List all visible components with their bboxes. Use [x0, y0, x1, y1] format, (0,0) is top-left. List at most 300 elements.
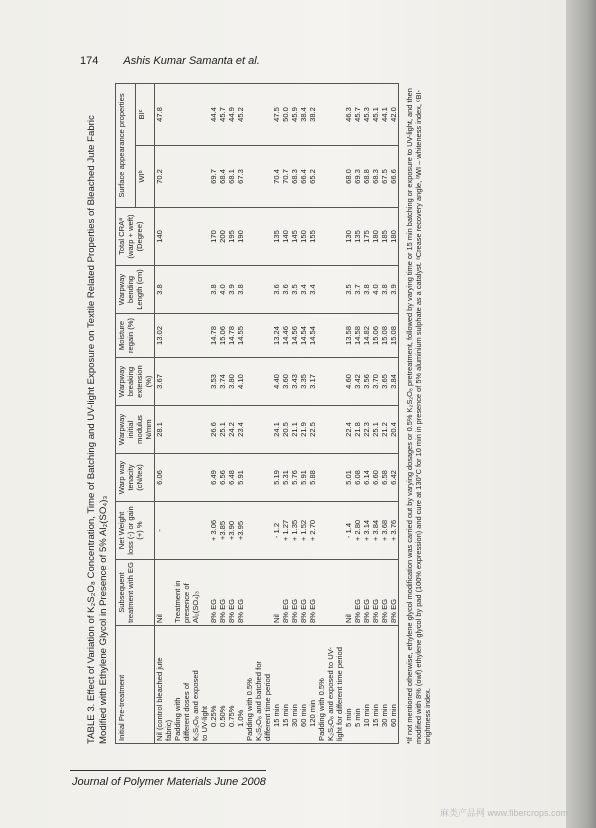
cell-sub: [164, 560, 173, 626]
cell-mod: 22.5: [308, 406, 317, 454]
cell-ten: [245, 454, 254, 502]
cell-sub: 8% EG: [281, 560, 290, 626]
table-row: [236, 84, 245, 744]
cell-wi: 68.4: [218, 146, 227, 208]
cell-bi: 45.7: [353, 84, 362, 146]
cell-wt: +3.95: [236, 502, 245, 560]
cell-reg: 15.06: [218, 314, 227, 358]
cell-bend: 3.4: [299, 266, 308, 314]
cell-cra: 180: [389, 208, 399, 266]
cell-reg: [254, 314, 263, 358]
cell-sub: 8% EG: [218, 560, 227, 626]
cell-sub: Nil: [344, 560, 353, 626]
cell-wt: [317, 502, 326, 560]
cell-wt: [173, 502, 182, 560]
cell-wi: 65.2: [308, 146, 317, 208]
cell-ext: [335, 358, 344, 406]
cell-cra: [164, 208, 173, 266]
cell-mod: 20.5: [281, 406, 290, 454]
cell-ext: 3.35: [299, 358, 308, 406]
cell-ext: 3.60: [281, 358, 290, 406]
cell-reg: [200, 314, 209, 358]
table-row: [335, 84, 344, 744]
cell-bi: [164, 84, 173, 146]
cell-ten: 5.31: [281, 454, 290, 502]
cell-pretreatment: 30 min: [290, 626, 299, 744]
cell-bi: [182, 84, 191, 146]
cell-cra: [335, 208, 344, 266]
cell-bi: 45.2: [236, 84, 245, 146]
cell-cra: 155: [308, 208, 317, 266]
table-row: [308, 84, 317, 744]
cell-wi: 68.1: [227, 146, 236, 208]
cell-ext: [326, 358, 335, 406]
cell-bend: 4.0: [371, 266, 380, 314]
cell-mod: 23.4: [236, 406, 245, 454]
cell-mod: 25.1: [371, 406, 380, 454]
header-regain: Moisture regain (%): [116, 314, 155, 358]
cell-mod: 21.2: [380, 406, 389, 454]
cell-ext: 4.10: [236, 358, 245, 406]
cell-cra: [254, 208, 263, 266]
cell-mod: 21.1: [290, 406, 299, 454]
cell-cra: [317, 208, 326, 266]
table-row: [200, 84, 209, 744]
cell-reg: [164, 314, 173, 358]
cell-bend: 3.6: [281, 266, 290, 314]
cell-cra: 200: [218, 208, 227, 266]
cell-reg: 13.58: [344, 314, 353, 358]
cell-sub: [317, 560, 326, 626]
cell-mod: 24.2: [227, 406, 236, 454]
cell-wi: 70.2: [155, 146, 165, 208]
table-footnote: *If not mentioned otherwise, ethylene glycol modification was carried out by varying dosages or 0.5% K₂S₂O₈ pretreatment, followed by varying time or 15 min batching or exposure to UV-light, and then modified with 8% (owf) ethylene glycol by pad (100% expression) and cure at 130°C for 10 min in presence of 5% aluminium sulphate as a catalyst. ᵃCrease recovery angle, ᵇWI – whiteness index, ᶜBI-brightness index.: [405, 88, 432, 744]
cell-wi: 68.0: [344, 146, 353, 208]
cell-bend: [173, 266, 182, 314]
cell-mod: [191, 406, 200, 454]
cell-bi: [191, 84, 200, 146]
cell-wi: 66.6: [389, 146, 399, 208]
cell-ten: [317, 454, 326, 502]
cell-sub: 8% EG: [380, 560, 389, 626]
cell-pretreatment: 10 min: [362, 626, 371, 744]
table-caption: TABLE 3. Effect of Variation of K₂S₂O₈ Concentration, Time of Batching and UV-light Exposure on Textile Related Properties of Bleached Jute Fabric Modified with Ethylene Glycol in Presence of 5% Al₂(SO₄)₃: [86, 115, 109, 744]
page-number: 174: [80, 55, 99, 67]
cell-ext: [200, 358, 209, 406]
cell-pretreatment: 5 min: [353, 626, 362, 744]
cell-ten: 6.06: [155, 454, 165, 502]
cell-ten: [326, 454, 335, 502]
site-watermark: 麻类产品网 www.fibercrops.com: [440, 808, 569, 818]
cell-bi: [254, 84, 263, 146]
cell-bi: 46.3: [344, 84, 353, 146]
cell-wt: [335, 502, 344, 560]
cell-ext: 3.67: [155, 358, 165, 406]
cell-pretreatment: light for different time period: [335, 626, 344, 744]
cell-mod: [263, 406, 272, 454]
cell-bend: [191, 266, 200, 314]
cell-wt: [326, 502, 335, 560]
cell-wi: 70.7: [281, 146, 290, 208]
cell-bend: [200, 266, 209, 314]
table-row: [191, 84, 200, 744]
cell-ten: 6.48: [227, 454, 236, 502]
cell-wi: [326, 146, 335, 208]
cell-mod: [335, 406, 344, 454]
cell-wt: [263, 502, 272, 560]
cell-wt: +3.85: [218, 502, 227, 560]
cell-wt: - 1.4: [344, 502, 353, 560]
cell-sub: 8% EG: [227, 560, 236, 626]
cell-ten: 6.58: [380, 454, 389, 502]
cell-ten: [173, 454, 182, 502]
cell-mod: [200, 406, 209, 454]
cell-wt: [254, 502, 263, 560]
cell-bi: [245, 84, 254, 146]
cell-wt: [164, 502, 173, 560]
cell-reg: 13.02: [155, 314, 165, 358]
cell-mod: 25.1: [218, 406, 227, 454]
cell-ten: 5.01: [344, 454, 353, 502]
cell-ten: [182, 454, 191, 502]
cell-ten: [335, 454, 344, 502]
cell-reg: 14.78: [209, 314, 218, 358]
cell-mod: [164, 406, 173, 454]
table-row: [371, 84, 380, 744]
cell-pretreatment: fabric): [164, 626, 173, 744]
cell-pretreatment: 0.50%: [218, 626, 227, 744]
cell-mod: 20.4: [389, 406, 399, 454]
table-row: [380, 84, 389, 744]
table-row: [344, 84, 353, 744]
cell-bi: [317, 84, 326, 146]
cell-cra: [263, 208, 272, 266]
cell-pretreatment: 60 min: [389, 626, 399, 744]
cell-bi: [263, 84, 272, 146]
cell-reg: 14.82: [362, 314, 371, 358]
cell-sub: presence of: [182, 560, 191, 626]
cell-cra: 195: [227, 208, 236, 266]
cell-cra: [326, 208, 335, 266]
cell-cra: [200, 208, 209, 266]
cell-reg: 14.54: [299, 314, 308, 358]
cell-cra: [245, 208, 254, 266]
cell-sub: 8% EG: [290, 560, 299, 626]
cell-bi: 45.7: [218, 84, 227, 146]
cell-reg: 14.46: [281, 314, 290, 358]
cell-pretreatment: 30 min: [380, 626, 389, 744]
cell-wi: 69.7: [209, 146, 218, 208]
cell-reg: [326, 314, 335, 358]
cell-sub: 8% EG: [371, 560, 380, 626]
table-row: [353, 84, 362, 744]
cell-ext: [191, 358, 200, 406]
cell-wt: +3.90: [227, 502, 236, 560]
cell-wi: [317, 146, 326, 208]
cell-cra: 180: [371, 208, 380, 266]
cell-ext: 3.65: [380, 358, 389, 406]
cell-wt: [200, 502, 209, 560]
header-weight: Net Weight loss (-) or gain (+) %: [116, 502, 155, 560]
table-row: [290, 84, 299, 744]
cell-wi: [173, 146, 182, 208]
cell-bend: 3.5: [290, 266, 299, 314]
cell-ten: 6.60: [371, 454, 380, 502]
cell-mod: [182, 406, 191, 454]
cell-bend: [164, 266, 173, 314]
cell-wt: + 3.84: [371, 502, 380, 560]
cell-sub: [335, 560, 344, 626]
cell-reg: 13.24: [272, 314, 281, 358]
cell-ext: 3.17: [308, 358, 317, 406]
table-row: [317, 84, 326, 744]
table-row: [209, 84, 218, 744]
cell-ext: 3.80: [227, 358, 236, 406]
cell-mod: 21.8: [353, 406, 362, 454]
cell-pretreatment: different doses of: [182, 626, 191, 744]
cell-bend: 3.9: [389, 266, 399, 314]
cell-reg: [191, 314, 200, 358]
cell-cra: 140: [281, 208, 290, 266]
cell-reg: 14.55: [236, 314, 245, 358]
cell-cra: [173, 208, 182, 266]
cell-ext: 3.70: [371, 358, 380, 406]
cell-bend: 3.8: [236, 266, 245, 314]
cell-sub: 8% EG: [299, 560, 308, 626]
cell-reg: [263, 314, 272, 358]
cell-wi: [182, 146, 191, 208]
header-tenacity: Warp way tenacity (cN/tex): [116, 454, 155, 502]
cell-sub: [200, 560, 209, 626]
table-row: [299, 84, 308, 744]
header-wi: WIᵇ: [135, 146, 155, 208]
cell-bi: 44.1: [380, 84, 389, 146]
cell-mod: 26.6: [209, 406, 218, 454]
cell-bi: [200, 84, 209, 146]
cell-wi: 70.4: [272, 146, 281, 208]
cell-ext: [164, 358, 173, 406]
cell-pretreatment: 120 min: [308, 626, 317, 744]
cell-pretreatment: K₂S₂O₈ and exposed to UV-: [326, 626, 335, 744]
cell-reg: 15.08: [389, 314, 399, 358]
cell-sub: Nil: [272, 560, 281, 626]
cell-wi: [263, 146, 272, 208]
cell-pretreatment: Padding with 0.5%: [245, 626, 254, 744]
cell-ten: [200, 454, 209, 502]
cell-pretreatment: Nil (control bleached jute: [155, 626, 165, 744]
running-header: [80, 55, 260, 67]
cell-sub: 8% EG: [308, 560, 317, 626]
cell-wt: [182, 502, 191, 560]
cell-reg: 14.54: [308, 314, 317, 358]
cell-ten: 6.49: [209, 454, 218, 502]
cell-wi: 67.3: [236, 146, 245, 208]
cell-ext: 4.40: [272, 358, 281, 406]
cell-mod: 22.4: [344, 406, 353, 454]
cell-bend: 3.8: [209, 266, 218, 314]
cell-pretreatment: 15 min: [281, 626, 290, 744]
properties-table: [115, 83, 399, 744]
cell-ext: 3.42: [353, 358, 362, 406]
cell-ext: 3.56: [362, 358, 371, 406]
cell-bi: 44.4: [209, 84, 218, 146]
cell-ext: [245, 358, 254, 406]
cell-sub: [245, 560, 254, 626]
cell-wi: 66.4: [299, 146, 308, 208]
cell-bend: [245, 266, 254, 314]
cell-sub: 8% EG: [236, 560, 245, 626]
cell-mod: 24.1: [272, 406, 281, 454]
cell-ten: [191, 454, 200, 502]
header-bending: Warpway bending Length (cm): [116, 266, 155, 314]
cell-wi: 68.3: [290, 146, 299, 208]
cell-wt: [245, 502, 254, 560]
cell-pretreatment: K₂S₂O₈ and exposed: [191, 626, 200, 744]
cell-reg: 14.56: [290, 314, 299, 358]
cell-reg: [182, 314, 191, 358]
cell-ten: 5.88: [308, 454, 317, 502]
cell-mod: 28.1: [155, 406, 165, 454]
cell-ten: [263, 454, 272, 502]
cell-bi: 50.0: [281, 84, 290, 146]
cell-sub: 8% EG: [389, 560, 399, 626]
cell-ext: 3.43: [290, 358, 299, 406]
table-row: [245, 84, 254, 744]
cell-bend: 3.4: [308, 266, 317, 314]
table-row: [389, 84, 399, 744]
table-row: [173, 84, 182, 744]
cell-bi: 44.9: [227, 84, 236, 146]
cell-cra: 190: [236, 208, 245, 266]
cell-cra: 135: [272, 208, 281, 266]
cell-ten: 5.91: [236, 454, 245, 502]
cell-bi: 45.3: [362, 84, 371, 146]
table-row: [326, 84, 335, 744]
cell-wi: 68.3: [371, 146, 380, 208]
cell-sub: Al₂(SO₄)₃: [191, 560, 200, 626]
cell-reg: [317, 314, 326, 358]
cell-ext: [173, 358, 182, 406]
cell-bend: 3.9: [227, 266, 236, 314]
cell-ten: 6.14: [362, 454, 371, 502]
page-edge: [566, 0, 596, 828]
footer-rule: [70, 770, 266, 771]
cell-ten: 5.19: [272, 454, 281, 502]
cell-pretreatment: 0.75%: [227, 626, 236, 744]
cell-bend: 3.6: [272, 266, 281, 314]
cell-ext: 3.84: [389, 358, 399, 406]
cell-wt: + 1.35: [290, 502, 299, 560]
cell-cra: 150: [299, 208, 308, 266]
cell-bend: [263, 266, 272, 314]
cell-wt: + 1.27: [281, 502, 290, 560]
cell-cra: 130: [344, 208, 353, 266]
cell-cra: 145: [290, 208, 299, 266]
cell-bi: 45.1: [371, 84, 380, 146]
cell-bi: 38.2: [308, 84, 317, 146]
header-surface: Surface appearance properties: [116, 84, 136, 208]
table-row: [218, 84, 227, 744]
cell-bend: [335, 266, 344, 314]
cell-wt: + 3.68: [380, 502, 389, 560]
cell-cra: 185: [380, 208, 389, 266]
cell-sub: Nil: [155, 560, 165, 626]
cell-bend: 3.8: [362, 266, 371, 314]
cell-pretreatment: 15 min: [371, 626, 380, 744]
running-author: Ashis Kumar Samanta et al.: [123, 55, 260, 67]
cell-cra: [182, 208, 191, 266]
cell-pretreatment: 1.0%: [236, 626, 245, 744]
header-extension: Warpway breaking extension (%): [116, 358, 155, 406]
cell-wi: [200, 146, 209, 208]
cell-wt: [191, 502, 200, 560]
cell-ext: [254, 358, 263, 406]
cell-sub: 8% EG: [362, 560, 371, 626]
cell-mod: [317, 406, 326, 454]
cell-pretreatment: 60 min: [299, 626, 308, 744]
cell-bi: [326, 84, 335, 146]
cell-bi: 38.4: [299, 84, 308, 146]
cell-reg: 14.78: [227, 314, 236, 358]
cell-ext: 4.60: [344, 358, 353, 406]
cell-pretreatment: 5 min: [344, 626, 353, 744]
cell-mod: [254, 406, 263, 454]
cell-ten: 6.08: [353, 454, 362, 502]
table-body: [155, 84, 399, 744]
journal-footer: Journal of Polymer Materials June 2008: [72, 776, 266, 788]
cell-bi: [335, 84, 344, 146]
table-row: [227, 84, 236, 744]
cell-bi: 47.5: [272, 84, 281, 146]
cell-ext: [182, 358, 191, 406]
cell-bi: 45.9: [290, 84, 299, 146]
header-pretreatment: Initial Pre-treatment: [116, 626, 155, 744]
cell-sub: 8% EG: [353, 560, 362, 626]
cell-ten: 6.42: [389, 454, 399, 502]
cell-bend: 3.5: [344, 266, 353, 314]
table-row: [155, 84, 165, 744]
cell-ten: 5.76: [290, 454, 299, 502]
cell-reg: 14.58: [353, 314, 362, 358]
cell-bend: [182, 266, 191, 314]
cell-sub: [263, 560, 272, 626]
cell-cra: 170: [209, 208, 218, 266]
cell-wt: - 1.2: [272, 502, 281, 560]
cell-wt: + 2.70: [308, 502, 317, 560]
cell-pretreatment: 0.25%: [209, 626, 218, 744]
cell-wt: + 3.76: [389, 502, 399, 560]
cell-reg: [335, 314, 344, 358]
cell-mod: [173, 406, 182, 454]
cell-wi: [164, 146, 173, 208]
cell-ten: [164, 454, 173, 502]
table-row: [182, 84, 191, 744]
rotated-table-block: [86, 84, 546, 744]
cell-wi: [245, 146, 254, 208]
cell-wi: [335, 146, 344, 208]
cell-wt: + 1.52: [299, 502, 308, 560]
cell-reg: [245, 314, 254, 358]
cell-sub: 8% EG: [209, 560, 218, 626]
cell-ext: 3.53: [209, 358, 218, 406]
cell-bend: [254, 266, 263, 314]
cell-cra: 175: [362, 208, 371, 266]
cell-pretreatment: K₂S₂O₈ and batched for: [254, 626, 263, 744]
table-row: [254, 84, 263, 744]
cell-pretreatment: Padding with 0.5%: [317, 626, 326, 744]
table-row: [281, 84, 290, 744]
cell-ext: 3.74: [218, 358, 227, 406]
